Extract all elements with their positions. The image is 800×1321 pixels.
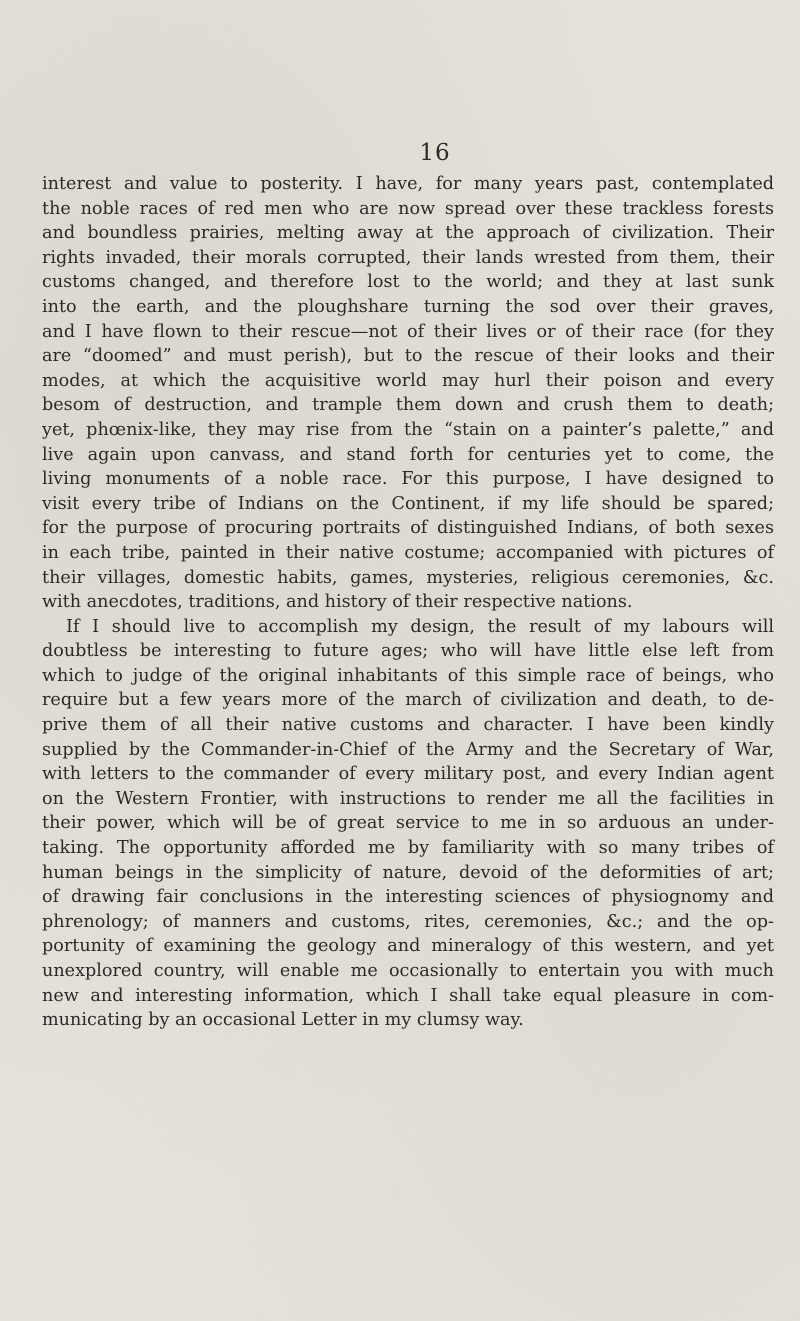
text-line: with letters to the commander of every military post, and every Indian agent <box>42 764 774 785</box>
text-line: of drawing fair conclusions in the interesting sciences of physiognomy and <box>42 887 774 908</box>
text-line: the noble races of red men who are now spread over these trackless forests <box>42 198 774 219</box>
text-line: yet, phœnix-like, they may rise from the “stain on a painter’s palette,” and <box>42 419 774 440</box>
text-line: and I have flown to their rescue—not of their lives or of their race (for they <box>42 321 774 342</box>
text-line: supplied by the Commander-in-Chief of the Army and the Secretary of War, <box>42 739 774 760</box>
text-line: which to judge of the original inhabitants of this simple race of beings, who <box>42 665 774 686</box>
text-line: besom of destruction, and trample them down and crush them to death; <box>42 395 774 416</box>
text-line: living monuments of a noble race. For this purpose, I have designed to <box>42 469 774 490</box>
text-line: modes, at which the acquisitive world may hurl their poison and every <box>42 370 774 391</box>
text-line: require but a few years more of the march of civilization and death, to de- <box>42 690 774 711</box>
text-line: are “doomed” and must perish), but to the rescue of their looks and their <box>42 346 774 367</box>
text-line: doubtless be interesting to future ages; who will have little else left from <box>42 641 774 662</box>
text-line: live again upon canvass, and stand forth for centuries yet to come, the <box>42 444 774 465</box>
text-line: visit every tribe of Indians on the Continent, if my life should be spared; <box>42 493 774 514</box>
text-line: on the Western Frontier, with instructions to render me all the facilities in <box>42 788 774 809</box>
text-line: and boundless prairies, melting away at the approach of civilization. Their <box>42 223 774 244</box>
text-line: rights invaded, their morals corrupted, their lands wrested from them, their <box>42 247 774 268</box>
text-line: human beings in the simplicity of nature, devoid of the deformities of art; <box>42 862 774 883</box>
text-line: in each tribe, painted in their native costume; accompanied with pictures of <box>42 542 774 563</box>
text-line: If I should live to accomplish my design, the result of my labours will <box>66 616 774 637</box>
text-line: interest and value to posterity. I have, for many years past, contemplated <box>42 174 774 194</box>
text-line: customs changed, and therefore lost to the world; and they at last sunk <box>42 272 774 293</box>
text-line: into the earth, and the ploughshare turning the sod over their graves, <box>42 296 774 317</box>
text-line: portunity of examining the geology and mineralogy of this western, and yet <box>42 936 774 957</box>
text-line: prive them of all their native customs and character. I have been kindly <box>42 715 774 736</box>
paragraph-2 <box>42 615 774 1033</box>
text-line: their power, which will be of great service to me in so arduous an under- <box>42 813 774 834</box>
text-line: unexplored country, will enable me occasionally to entertain you with much <box>42 961 774 981</box>
text-line: for the purpose of procuring portraits of distinguished Indians, of both sexes <box>42 518 774 539</box>
text-line: with anecdotes, traditions, and history of their respective nations. <box>42 592 633 613</box>
paragraph-1 <box>42 172 774 615</box>
body-text <box>42 172 774 1033</box>
text-line: municating by an occasional Letter in my clumsy way. <box>42 1010 524 1031</box>
text-line: phrenology; of manners and customs, rites, ceremonies, &c.; and the op- <box>42 911 774 932</box>
text-line: new and interesting information, which I shall take equal pleasure in com- <box>42 985 774 1006</box>
text-line: their villages, domestic habits, games, mysteries, religious ceremonies, &c. <box>42 567 774 588</box>
text-line: taking. The opportunity afforded me by familiarity with so many tribes of <box>42 838 774 859</box>
page-number: 16 <box>419 140 451 166</box>
